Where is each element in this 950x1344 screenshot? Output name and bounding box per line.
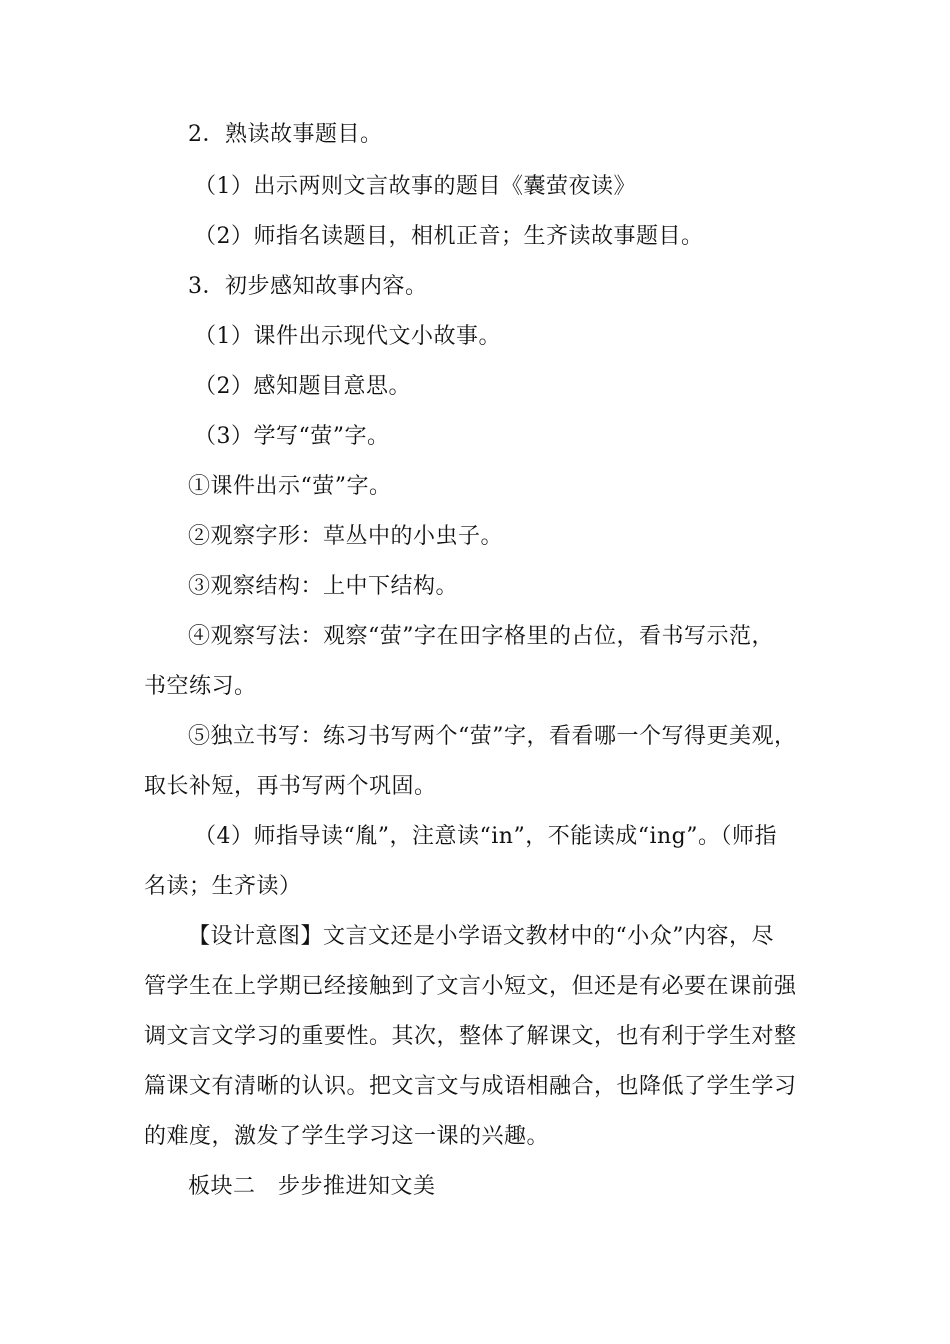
substep-observe-writing-cont: 书空练习。 <box>144 674 257 699</box>
design-intent-line-1: 【设计意图】文言文还是小学语文教材中的“小众”内容，尽 <box>188 924 774 949</box>
substep-observe-shape: ②观察字形：草丛中的小虫子。 <box>188 524 504 549</box>
substep-observe-structure: ③观察结构：上中下结构。 <box>188 574 459 599</box>
design-intent-line-3: 调文言文学习的重要性。其次，整体了解课文，也有利于学生对整 <box>144 1024 797 1049</box>
section-heading-block-two: 板块二 步步推进知文美 <box>188 1174 436 1199</box>
step-guide-reading-cont: 名读；生齐读） <box>144 874 302 899</box>
design-intent-line-2: 管学生在上学期已经接触到了文言小短文，但还是有必要在课前强 <box>144 974 797 999</box>
heading-perceive-content: 3．初步感知故事内容。 <box>188 274 428 299</box>
heading-read-titles: 2．熟读故事题目。 <box>188 122 383 147</box>
step-guide-reading: （4）师指导读“胤”，注意读“in”，不能读成“ing”。（师指 <box>194 824 777 849</box>
step-read-titles: （2）师指名读题目，相机正音；生齐读故事题目。 <box>194 224 704 249</box>
substep-show-character: ①课件出示“萤”字。 <box>188 474 392 499</box>
substep-independent-writing: ⑤独立书写：练习书写两个“萤”字，看看哪一个写得更美观， <box>188 724 797 749</box>
step-perceive-title: （2）感知题目意思。 <box>194 374 411 399</box>
substep-observe-writing: ④观察写法：观察“萤”字在田字格里的占位，看书写示范， <box>188 624 774 649</box>
step-show-titles: （1）出示两则文言故事的题目《囊萤夜读》 <box>194 174 636 199</box>
design-intent-line-4: 篇课文有清晰的认识。把文言文与成语相融合，也降低了学生学习 <box>144 1074 797 1099</box>
step-write-character: （3）学写“萤”字。 <box>194 424 390 449</box>
step-modern-story: （1）课件出示现代文小故事。 <box>194 324 501 349</box>
design-intent-line-5: 的难度，激发了学生学习这一课的兴趣。 <box>144 1124 550 1149</box>
substep-independent-writing-cont: 取长补短，再书写两个巩固。 <box>144 774 437 799</box>
